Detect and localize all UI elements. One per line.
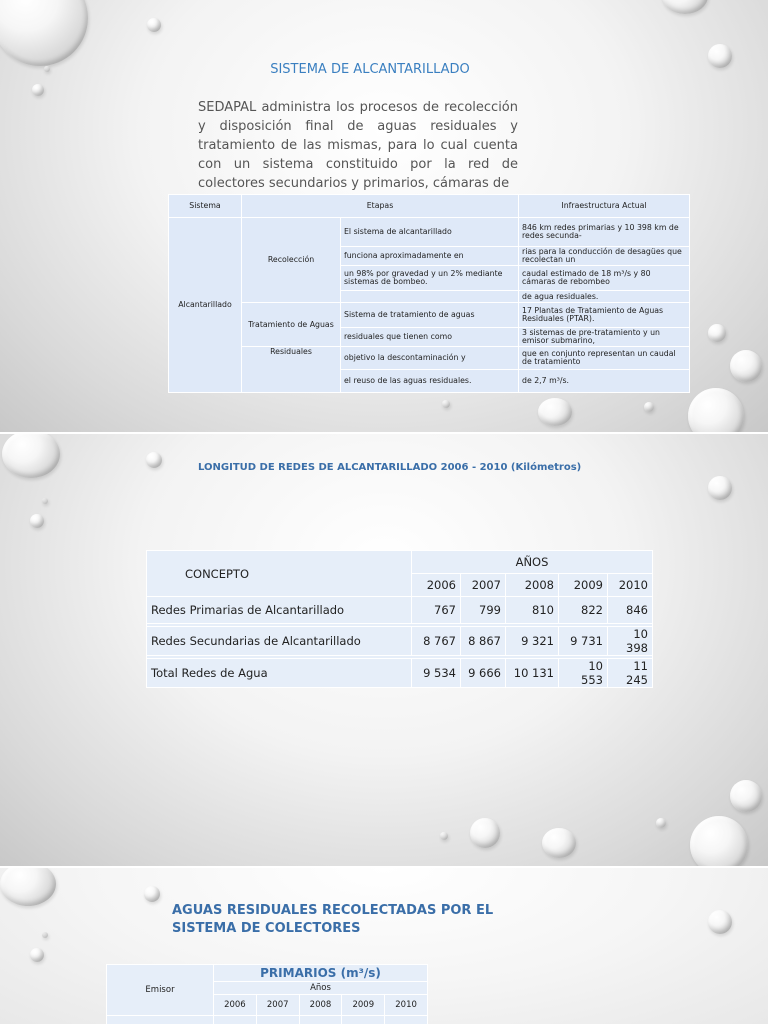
water-drop-icon <box>2 434 60 478</box>
value-cell: 10 553 <box>559 659 608 688</box>
water-drop-icon <box>708 476 732 500</box>
header-anos: Años <box>214 982 428 995</box>
stage2-infra: 3 sistemas de pre-tratamiento y un emisor submarino, <box>519 328 690 347</box>
table-row <box>147 627 653 656</box>
row-label: Redes Primarias de Alcantarillado <box>147 597 412 624</box>
value-cell: 822 <box>559 597 608 624</box>
row-label: Redes Secundarias de Alcantarillado <box>147 627 412 656</box>
value-cell: 11 245 <box>608 659 653 688</box>
slide-sistema-alcantarillado <box>0 0 768 432</box>
header-anos: AÑOS <box>412 551 653 574</box>
water-drop-icon <box>644 402 654 412</box>
slide-title: SISTEMA DE ALCANTARILLADO <box>270 62 470 77</box>
water-drop-icon <box>688 388 744 432</box>
year-header: 2009 <box>559 574 608 597</box>
header-infraestructura: Infraestructura Actual <box>519 195 690 218</box>
stage-recoleccion: Recolección <box>242 218 341 303</box>
water-drop-icon <box>656 818 666 828</box>
value-cell: 8 867 <box>461 627 506 656</box>
stage2-infra: 17 Plantas de Tratamiento de Aguas Residuales (PTAR). <box>519 303 690 328</box>
table-header-row <box>107 965 428 982</box>
water-drop-icon <box>32 84 44 96</box>
water-drop-icon <box>470 818 500 848</box>
year-header: 2008 <box>506 574 559 597</box>
stage2-infra: que en conjunto representan un caudal de tratamiento <box>519 347 690 370</box>
stage-tratamiento-a: Tratamiento de Aguas <box>242 303 341 347</box>
table-row <box>169 303 690 328</box>
stage2-infra: de 2,7 m³/s. <box>519 370 690 393</box>
stage1-desc: funciona aproximadamente en <box>341 247 519 266</box>
value-cell: 846 <box>608 597 653 624</box>
year-header: 2007 <box>256 995 299 1016</box>
header-etapas: Etapas <box>242 195 519 218</box>
water-drop-icon <box>30 514 44 528</box>
header-concepto: CONCEPTO <box>147 551 412 597</box>
water-drop-icon <box>0 868 56 906</box>
value-cell: 9 321 <box>506 627 559 656</box>
water-drop-icon <box>690 816 748 866</box>
water-drop-icon <box>146 452 162 468</box>
water-drop-icon <box>0 0 88 66</box>
stage1-infra: 846 km redes primarias y 10 398 km de redes secunda- <box>519 218 690 247</box>
value-cell: 810 <box>506 597 559 624</box>
water-drop-icon <box>440 832 448 840</box>
stage-tratamiento-b: Residuales <box>242 347 341 393</box>
value-cell: 10 398 <box>608 627 653 656</box>
water-drop-icon <box>42 932 48 938</box>
value-cell: 767 <box>412 597 461 624</box>
stage2-desc: el reuso de las aguas residuales. <box>341 370 519 393</box>
stage1-desc: un 98% por gravedad y un 2% mediante sistemas de bombeo. <box>341 266 519 291</box>
value-cell: 9 731 <box>559 627 608 656</box>
slide-title: AGUAS RESIDUALES RECOLECTADAS POR EL SISTEMA DE COLECTORES <box>172 903 494 936</box>
colectores-table <box>106 964 428 1024</box>
year-header: 2010 <box>385 995 428 1016</box>
stage1-infra: rias para la conducción de desagües que recolectan un <box>519 247 690 266</box>
redes-table <box>146 550 653 688</box>
slide-longitud-redes <box>0 434 768 866</box>
value-cell: 9 666 <box>461 659 506 688</box>
stage2-desc: objetivo la descontaminación y <box>341 347 519 370</box>
water-drop-icon <box>730 350 762 382</box>
year-header: 2010 <box>608 574 653 597</box>
infrastructure-table <box>168 194 690 393</box>
table-row <box>107 1016 428 1024</box>
water-drop-icon <box>442 400 450 408</box>
value-cell: 8 767 <box>412 627 461 656</box>
year-header: 2009 <box>342 995 385 1016</box>
table-header-row <box>147 551 653 574</box>
value-cell: 9 534 <box>412 659 461 688</box>
water-drop-icon <box>42 498 48 504</box>
water-drop-icon <box>538 398 572 426</box>
intro-paragraph: SEDAPAL administra los procesos de recolección y disposición final de aguas residuales y tratamiento de las mismas, para lo cual cuenta con un sistema constituido por la red de colectores secundarios y primarios, cámaras de <box>198 100 518 191</box>
row-label: Total Redes de Agua <box>147 659 412 688</box>
water-drop-icon <box>542 828 576 858</box>
subtitle-primarios: PRIMARIOS (m³/s) <box>214 965 428 982</box>
water-drop-icon <box>662 0 708 14</box>
stage2-desc: residuales que tienen como <box>341 328 519 347</box>
stage1-desc: El sistema de alcantarillado <box>341 218 519 247</box>
year-header: 2006 <box>214 995 257 1016</box>
value-cell: 799 <box>461 597 506 624</box>
table-row <box>169 347 690 370</box>
stage1-infra: caudal estimado de 18 m³/s y 80 cámaras de rebombeo <box>519 266 690 291</box>
slide-aguas-residuales <box>0 868 768 1024</box>
stage2-desc: Sistema de tratamiento de aguas <box>341 303 519 328</box>
year-header: 2007 <box>461 574 506 597</box>
slide-title: LONGITUD DE REDES DE ALCANTARILLADO 2006 - 2010 (Kilómetros) <box>198 462 582 473</box>
header-emisor: Emisor <box>107 965 214 1016</box>
value-cell: 10 131 <box>506 659 559 688</box>
year-header: 2006 <box>412 574 461 597</box>
table-row <box>147 597 653 624</box>
header-sistema: Sistema <box>169 195 242 218</box>
water-drop-icon <box>708 910 732 934</box>
water-drop-icon <box>144 886 160 902</box>
water-drop-icon <box>708 324 726 342</box>
system-cell: Alcantarillado <box>169 218 242 393</box>
water-drop-icon <box>147 18 161 32</box>
table-row <box>147 659 653 688</box>
water-drop-icon <box>30 948 44 962</box>
stage1-infra: de agua residuales. <box>519 291 690 303</box>
water-drop-icon <box>730 780 762 812</box>
table-header-row <box>169 195 690 218</box>
table-row <box>169 218 690 247</box>
year-header: 2008 <box>299 995 342 1016</box>
